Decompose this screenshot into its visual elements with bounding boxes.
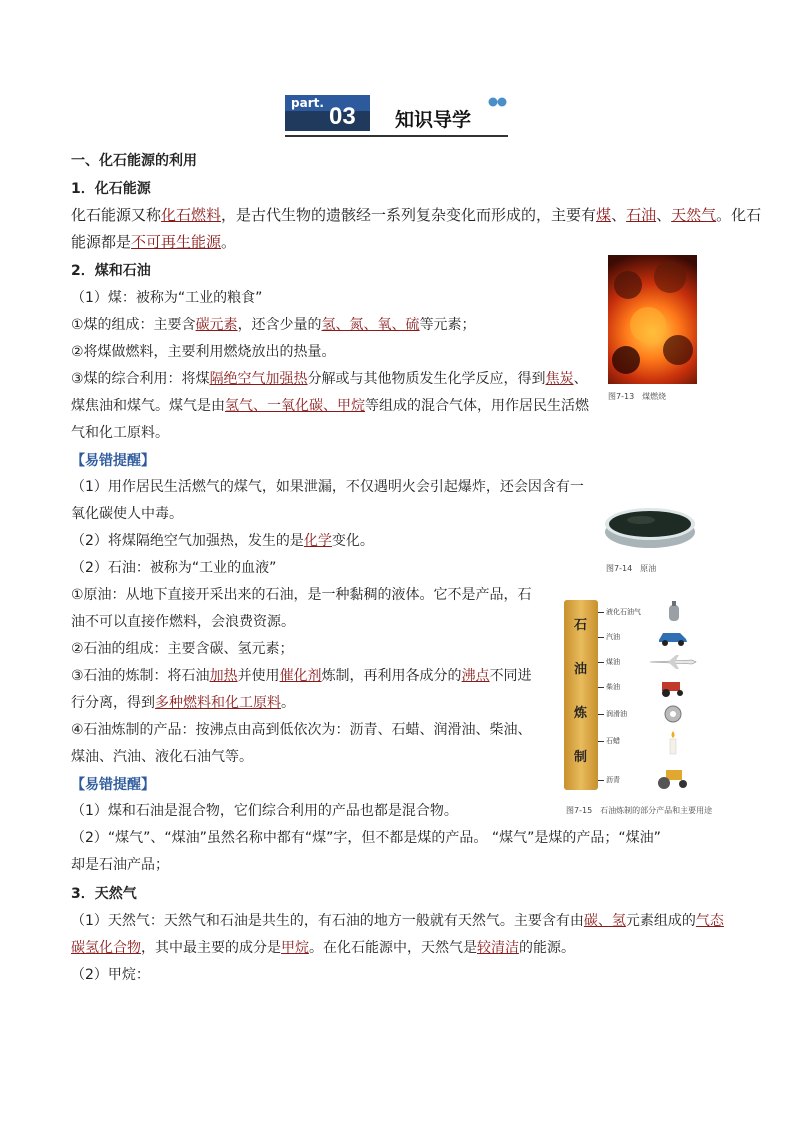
answer-text: 氢、氮、氧、硫 (321, 317, 420, 333)
coal-point-3b (71, 396, 589, 416)
gear-icon (664, 705, 682, 727)
product-line-2 (598, 637, 604, 638)
text: 。化石 (716, 206, 762, 224)
figure-caption-oil: 图7-14 原油 (606, 564, 657, 573)
answer-text: 气态 (695, 913, 724, 929)
text: ③石油的炼制：将石油 (71, 668, 210, 684)
gas-point-1 (71, 911, 724, 931)
airplane-icon (648, 654, 698, 674)
answer-text: 焦炭 (545, 371, 574, 387)
product-line-6 (598, 741, 604, 742)
product-line-4 (598, 687, 604, 688)
tip2-line-2: （2）“煤气”、“煤油”虽然名称中都有“煤”字，但不都是煤的产品。 “煤气”是煤的产品；“煤油” (71, 830, 661, 846)
answer-text: 碳氢化合物 (71, 940, 141, 956)
text: 等组成的混合气体，用作居民生活燃 (365, 398, 589, 414)
gas-cylinder-icon (667, 600, 681, 626)
answer-text: 碳、氢 (583, 913, 626, 929)
oil-point-3 (71, 666, 532, 686)
text: ，是古代生物的遗骸经一系列复杂变化而形成的，主要有 (221, 206, 597, 224)
answer-text: 化石燃料 (161, 206, 222, 224)
text: ①煤的组成：主要含 (71, 317, 196, 333)
dots-icon (487, 95, 507, 113)
tip-heading-2: 【易错提醒】 (71, 777, 155, 793)
text: 行分离，得到 (71, 695, 155, 711)
answer-text: 煤 (596, 206, 612, 224)
text: （2）将煤隔绝空气加强热，发生的是 (71, 533, 304, 549)
answer-text: 不可再生能源 (131, 233, 222, 251)
text: 、 (573, 371, 588, 387)
text: 等元素； (419, 317, 476, 333)
road-roller-icon (656, 766, 690, 794)
gas-point-2: （2）甲烷： (71, 967, 150, 983)
column-char-2: 油 (574, 662, 588, 677)
column-char-1: 石 (574, 618, 588, 633)
tip1-line-2 (71, 531, 374, 551)
text: ，还含少量的 (237, 317, 322, 333)
answer-text: 催化剂 (279, 668, 322, 684)
text: ，其中最主要的成分是 (141, 940, 281, 956)
part-label: part. (291, 96, 324, 110)
answer-text: 碳元素 (195, 317, 238, 333)
figure-caption-coal: 图7-13 煤燃烧 (608, 392, 667, 401)
product-label-kerosene: 煤油 (606, 658, 620, 666)
tip-heading-1: 【易错提醒】 (71, 453, 155, 469)
paragraph-fossil-2 (71, 232, 236, 252)
coal-burning-image (608, 255, 697, 384)
text: 、 (656, 206, 672, 224)
oil-point-4b: 煤油、汽油、液化石油气等。 (71, 749, 253, 765)
product-label-diesel: 柴油 (606, 683, 620, 691)
coal-title: （1）煤：被称为“工业的粮食” (71, 290, 263, 306)
column-char-4: 制 (574, 750, 588, 765)
oil-title: （2）石油：被称为“工业的血液” (71, 560, 277, 576)
oil-point-1b: 油不可以直接作燃料，会浪费资源。 (71, 614, 295, 630)
paragraph-fossil-1 (71, 205, 761, 225)
text: 。 (221, 233, 237, 251)
answer-text: 天然气 (671, 206, 717, 224)
tip2-line-2b: 却是石油产品； (71, 857, 169, 873)
answer-text: 甲烷 (281, 940, 309, 956)
section-heading: 一、化石能源的利用 (71, 153, 197, 169)
text: 化石能源又称 (71, 206, 162, 224)
coal-point-3 (71, 369, 588, 389)
oil-point-2: ②石油的组成：主要含碳、氢元素； (71, 641, 294, 657)
text: 。在化石能源中，天然气是 (309, 940, 477, 956)
header-rule (285, 135, 508, 137)
section-header (285, 95, 508, 137)
product-line-5 (598, 714, 604, 715)
tip1-line-1: （1）用作居民生活燃气的煤气，如果泄漏，不仅遇明火会引起爆炸，还会因含有一 (71, 479, 584, 495)
gas-point-1b (71, 938, 575, 958)
part-number: 03 (329, 103, 356, 130)
text: （1）天然气：天然气和石油是共生的，有石油的地方一般就有天然气。主要含有由 (71, 913, 584, 929)
text: 。 (281, 695, 295, 711)
product-label-lubricant: 润滑油 (606, 710, 627, 718)
text: 元素组成的 (625, 913, 696, 929)
product-line-3 (598, 662, 604, 663)
subsection-heading-2: 2．煤和石油 (71, 263, 151, 279)
oil-point-1: ①原油：从地下直接开采出来的石油，是一种黏稠的液体。它不是产品，石 (71, 587, 532, 603)
tip2-line-1: （1）煤和石油是混合物，它们综合利用的产品也都是混合物。 (71, 803, 458, 819)
oil-point-3b (71, 693, 295, 713)
subsection-heading-1: 1．化石能源 (71, 181, 151, 197)
answer-text: 石油 (626, 206, 657, 224)
refining-diagram (562, 598, 732, 800)
product-label-lpg: 液化石油气 (606, 608, 641, 616)
answer-text: 加热 (209, 668, 238, 684)
text: 、 (611, 206, 627, 224)
coal-point-1 (71, 315, 476, 335)
text: 煤焦油和煤气。煤气是由 (71, 398, 225, 414)
text: 变化。 (331, 533, 374, 549)
product-line-1 (598, 612, 604, 613)
answer-text: 氢气、一氧化碳、甲烷 (225, 398, 365, 414)
answer-text: 化学 (303, 533, 332, 549)
product-label-paraffin: 石蜡 (606, 737, 620, 745)
candle-icon (668, 731, 678, 759)
text: ③煤的综合利用：将煤 (71, 371, 210, 387)
text: 的能源。 (519, 940, 575, 956)
tractor-icon (658, 678, 688, 702)
subsection-heading-3: 3．天然气 (71, 886, 137, 902)
tip1-line-1b: 氧化碳使人中毒。 (71, 506, 183, 522)
text: 并使用 (237, 668, 280, 684)
text: 炼制，再利用各成分的 (321, 668, 462, 684)
product-label-gasoline: 汽油 (606, 633, 620, 641)
answer-text: 沸点 (461, 668, 490, 684)
column-char-3: 炼 (574, 706, 588, 721)
product-label-asphalt: 沥青 (606, 776, 620, 784)
text: 能源都是 (71, 233, 132, 251)
car-icon (656, 628, 690, 650)
crude-oil-image (603, 498, 697, 554)
answer-text: 较清洁 (477, 940, 519, 956)
page-title: 知识导学 (395, 109, 472, 131)
oil-point-4: ④石油炼制的产品：按沸点由高到低依次为：沥青、石蜡、润滑油、柴油、 (71, 722, 532, 738)
figure-caption-refining: 图7-15 石油炼制的部分产品和主要用途 (566, 806, 713, 815)
answer-text: 隔绝空气加强热 (209, 371, 308, 387)
text: 不同进 (489, 668, 532, 684)
coal-point-2: ②将煤做燃料，主要利用燃烧放出的热量。 (71, 344, 336, 360)
coal-point-3c: 气和化工原料。 (71, 425, 169, 441)
text: 分解或与其他物质发生化学反应，得到 (307, 371, 546, 387)
answer-text: 多种燃料和化工原料 (155, 695, 281, 711)
product-line-7 (598, 780, 604, 781)
